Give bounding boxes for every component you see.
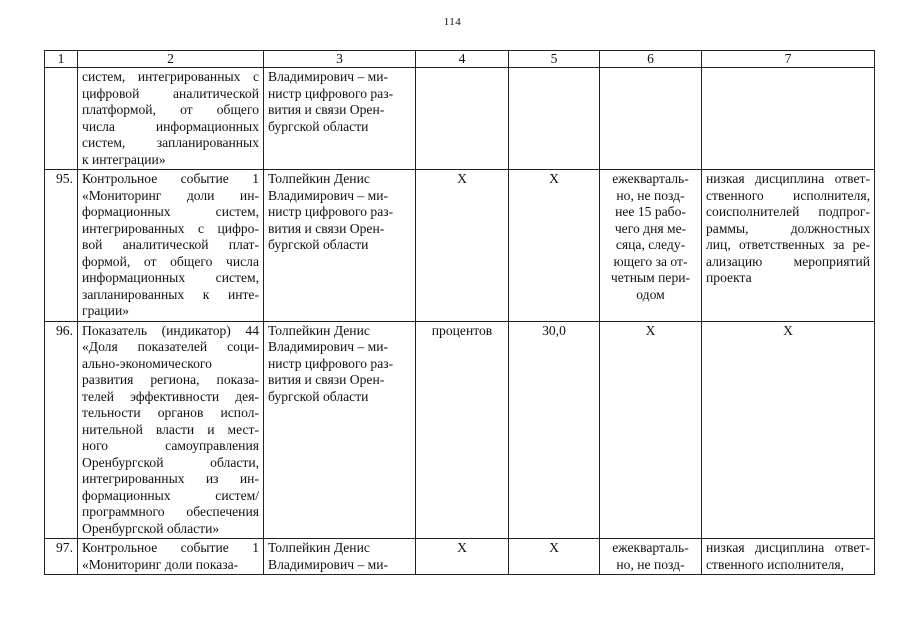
period-cell [600, 539, 702, 575]
program-table [44, 50, 875, 575]
cell-line: грации» [82, 303, 130, 318]
cell-line: бургской области [268, 118, 369, 134]
row-number-cell: 96. [45, 321, 78, 539]
cell-line: формационных систем, [82, 204, 259, 219]
page-number: 114 [443, 16, 462, 28]
unit-cell: процентов [416, 321, 509, 539]
unit-cell: Х [416, 539, 509, 575]
cell-line: ственного исполнителя, [706, 556, 845, 572]
header-row [45, 51, 875, 68]
cell-line: Контрольное событие 1 [82, 171, 259, 186]
header-cell: 1 [45, 51, 78, 68]
row-number-cell: 97. [45, 539, 78, 575]
cell-line: одом [636, 286, 665, 302]
value-cell: 30,0 [509, 321, 600, 539]
cell-line: Оренбургской области» [82, 520, 220, 536]
cell-line: телей эффективности дея- [82, 388, 259, 404]
cell-line: соисполнителей подпрог- [706, 204, 870, 219]
cell-line: бургской области [268, 388, 369, 404]
cell-line: «Мониторинг доли показа- [82, 556, 239, 572]
row-number-cell: 95. [45, 170, 78, 322]
cell-line: Х [783, 322, 793, 338]
cell-line: низкая дисциплина ответ- [706, 540, 870, 555]
cell-line: низкая дисциплина ответ- [706, 171, 870, 186]
cell-line: цифровой аналитической [82, 85, 259, 101]
cell-line: вития и связи Орен- [268, 372, 385, 387]
cell-line: ющего за от- [613, 253, 688, 269]
table-row [45, 68, 875, 170]
header-cell: 2 [78, 51, 264, 68]
cell-line: формой, от общего числа [82, 253, 259, 269]
cell-line: Контрольное событие 1 [82, 540, 259, 555]
period-cell [600, 68, 702, 170]
cell-line: Владимирович – ми- [268, 339, 389, 354]
risk-cell [702, 539, 875, 575]
cell-line: ализацию мероприятий [706, 253, 870, 269]
cell-line: к интеграции» [82, 151, 166, 167]
cell-line: раммы, должностных [706, 220, 870, 236]
cell-line: интегрированных с цифро- [82, 220, 259, 236]
cell-line: ежекварталь- [612, 540, 689, 555]
cell-line: ственного исполнителя, [706, 187, 870, 203]
responsible-cell [264, 321, 416, 539]
table-row [45, 539, 875, 575]
cell-line: «Мониторинг доли ин- [82, 187, 259, 203]
risk-cell [702, 321, 875, 539]
cell-line: интегрированных из ин- [82, 471, 259, 486]
cell-line: четным пери- [610, 270, 691, 285]
cell-line: лиц, ответственных за ре- [706, 237, 870, 252]
cell-line: нистр цифрового раз- [268, 85, 394, 101]
value-cell: Х [509, 539, 600, 575]
responsible-cell [264, 68, 416, 170]
cell-line: сяца, следу- [615, 237, 686, 252]
responsible-cell [264, 539, 416, 575]
unit-cell: Х [416, 170, 509, 322]
cell-line: ально-экономического [82, 355, 212, 371]
cell-line: информационных систем, [82, 270, 259, 285]
cell-line: платформой, от общего [82, 102, 259, 117]
cell-line: но, не позд- [616, 556, 685, 572]
header-cell: 4 [416, 51, 509, 68]
cell-line: бургской области [268, 237, 369, 252]
description-cell [78, 321, 264, 539]
cell-line: нистр цифрового раз- [268, 204, 394, 219]
cell-line: Владимирович – ми- [268, 187, 389, 203]
cell-line: запланированных к инте- [82, 286, 259, 302]
cell-line: Толпейкин Денис [268, 322, 370, 338]
description-cell [78, 170, 264, 322]
header-cell: 7 [702, 51, 875, 68]
header-cell: 6 [600, 51, 702, 68]
cell-line: нистр цифрового раз- [268, 355, 394, 371]
period-cell [600, 321, 702, 539]
cell-line: Показатель (индикатор) 44 [82, 322, 259, 338]
cell-line: тельности органов испол- [82, 405, 259, 420]
cell-line: но, не позд- [616, 187, 685, 203]
cell-line: нительной власти и мест- [82, 421, 259, 437]
value-cell [509, 68, 600, 170]
cell-line: «Доля показателей соци- [82, 339, 259, 354]
cell-line: программного обеспечения [82, 504, 259, 519]
description-cell [78, 68, 264, 170]
cell-line: Владимирович – ми- [268, 69, 389, 84]
cell-line: систем, запланированных [82, 135, 259, 150]
cell-line: Х [645, 322, 656, 338]
responsible-cell [264, 170, 416, 322]
cell-line: формационных систем/ [82, 487, 259, 503]
period-cell [600, 170, 702, 322]
risk-cell [702, 170, 875, 322]
cell-line: развития региона, показа- [82, 372, 259, 387]
cell-line: Владимирович – ми- [268, 556, 389, 572]
cell-line: ежекварталь- [612, 171, 689, 186]
header-cell: 3 [264, 51, 416, 68]
header-cell: 5 [509, 51, 600, 68]
cell-line: вой аналитической плат- [82, 237, 259, 252]
unit-cell [416, 68, 509, 170]
description-cell [78, 539, 264, 575]
row-number-cell [45, 68, 78, 170]
cell-line: Толпейкин Денис [268, 540, 370, 555]
cell-line: вития и связи Орен- [268, 102, 385, 117]
cell-line: Оренбургской области, [82, 454, 259, 470]
cell-line: вития и связи Орен- [268, 220, 385, 236]
cell-line: ного самоуправления [82, 438, 259, 453]
value-cell: Х [509, 170, 600, 322]
table-row [45, 170, 875, 322]
cell-line: нее 15 рабо- [615, 204, 686, 219]
cell-line: проекта [706, 270, 752, 285]
cell-line: чего дня ме- [614, 220, 687, 236]
cell-line: систем, интегрированных с [82, 69, 259, 84]
risk-cell [702, 68, 875, 170]
cell-line: числа информационных [82, 118, 259, 134]
table-row [45, 321, 875, 539]
cell-line: Толпейкин Денис [268, 171, 370, 186]
